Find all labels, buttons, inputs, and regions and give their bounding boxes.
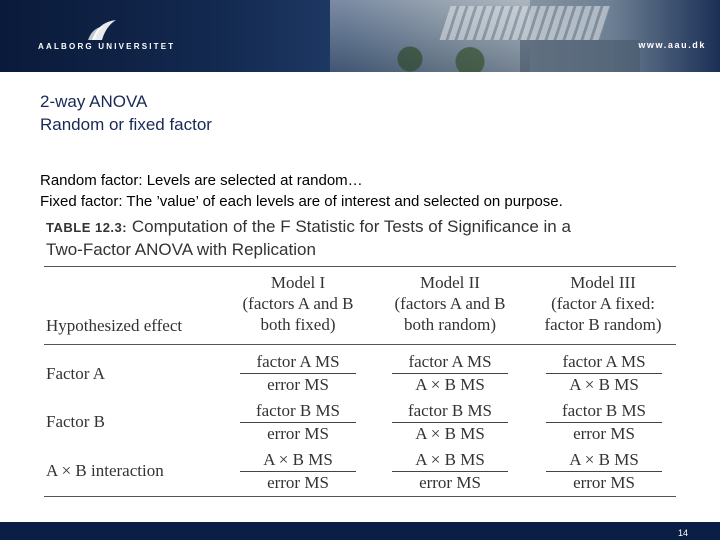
row-label-interaction: A × B interaction [46,461,164,480]
table-rule-header [44,344,676,345]
body-line-fixed: Fixed factor: The ’value’ of each levels are of interest and selected on purpose. [40,193,563,210]
header-banner [0,0,720,72]
fraction-denominator: error MS [573,473,635,492]
footer-bar [0,522,720,540]
column-2-line-1: Model II [420,273,480,292]
cell-interaction-model-2 [392,450,508,494]
title-line-2: Random or fixed factor [40,115,212,134]
cell-interaction-model-1 [240,450,356,494]
table-caption-line-1: Computation of the F Statistic for Tests of Significance in a [131,217,571,236]
column-2-line-2: (factors A and B [394,294,506,313]
column-2-line-3: both random) [403,315,497,334]
fraction-denominator: A × B MS [569,375,639,394]
fraction-denominator: error MS [573,424,635,443]
fraction-numerator: factor B MS [392,401,508,423]
column-header-model-3 [528,272,678,335]
cell-factor-a-model-2 [392,352,508,396]
campus-photo-building [520,40,640,72]
website-url: www.aau.dk [638,40,706,50]
column-3-line-3: factor B random) [544,315,662,334]
cell-factor-b-model-1 [240,401,356,445]
table-rule-top [44,266,676,267]
cell-factor-b-model-3 [546,401,662,445]
row-label-factor-b: Factor B [46,412,106,431]
campus-photo-trees [380,46,530,72]
cell-factor-a-model-3 [546,352,662,396]
table-rule-bottom [44,496,676,497]
campus-photo-roof [439,6,610,40]
fraction-denominator: error MS [267,473,329,492]
table-caption-line-2: Two-Factor ANOVA with Replication [46,240,316,259]
cell-factor-b-model-2 [392,401,508,445]
fraction-denominator: A × B MS [415,424,485,443]
fraction-numerator: factor B MS [546,401,662,423]
title-line-1: 2-way ANOVA [40,92,148,111]
fraction-denominator: A × B MS [415,375,485,394]
anova-table [40,212,688,500]
cell-factor-a-model-1 [240,352,356,396]
fraction-denominator: error MS [267,375,329,394]
fraction-numerator: A × B MS [392,450,508,472]
university-logo-icon [86,18,120,44]
column-3-line-1: Model III [570,273,636,292]
column-1-line-3: both fixed) [260,315,336,334]
row-label-factor-a: Factor A [46,364,106,383]
column-1-line-1: Model I [270,273,326,292]
fraction-numerator: factor B MS [240,401,356,423]
page-number: 14 [677,528,688,538]
cell-interaction-model-3 [546,450,662,494]
column-header-model-1 [224,272,372,335]
column-1-line-2: (factors A and B [242,294,354,313]
header-hypothesized-effect: Hypothesized effect [46,316,183,335]
fraction-denominator: error MS [419,473,481,492]
fraction-denominator: error MS [267,424,329,443]
university-name: AALBORG UNIVERSITET [38,42,176,51]
table-caption-label: TABLE 12.3: [46,220,128,235]
column-header-model-2 [376,272,524,335]
fraction-numerator: factor A MS [240,352,356,374]
fraction-numerator: factor A MS [546,352,662,374]
body-line-random: Random factor: Levels are selected at random… [40,172,363,189]
slide-title [40,90,212,136]
slide-body [40,170,563,212]
fraction-numerator: factor A MS [392,352,508,374]
column-3-line-2: (factor A fixed: [551,294,655,313]
fraction-numerator: A × B MS [240,450,356,472]
fraction-numerator: A × B MS [546,450,662,472]
table-caption [46,216,571,261]
